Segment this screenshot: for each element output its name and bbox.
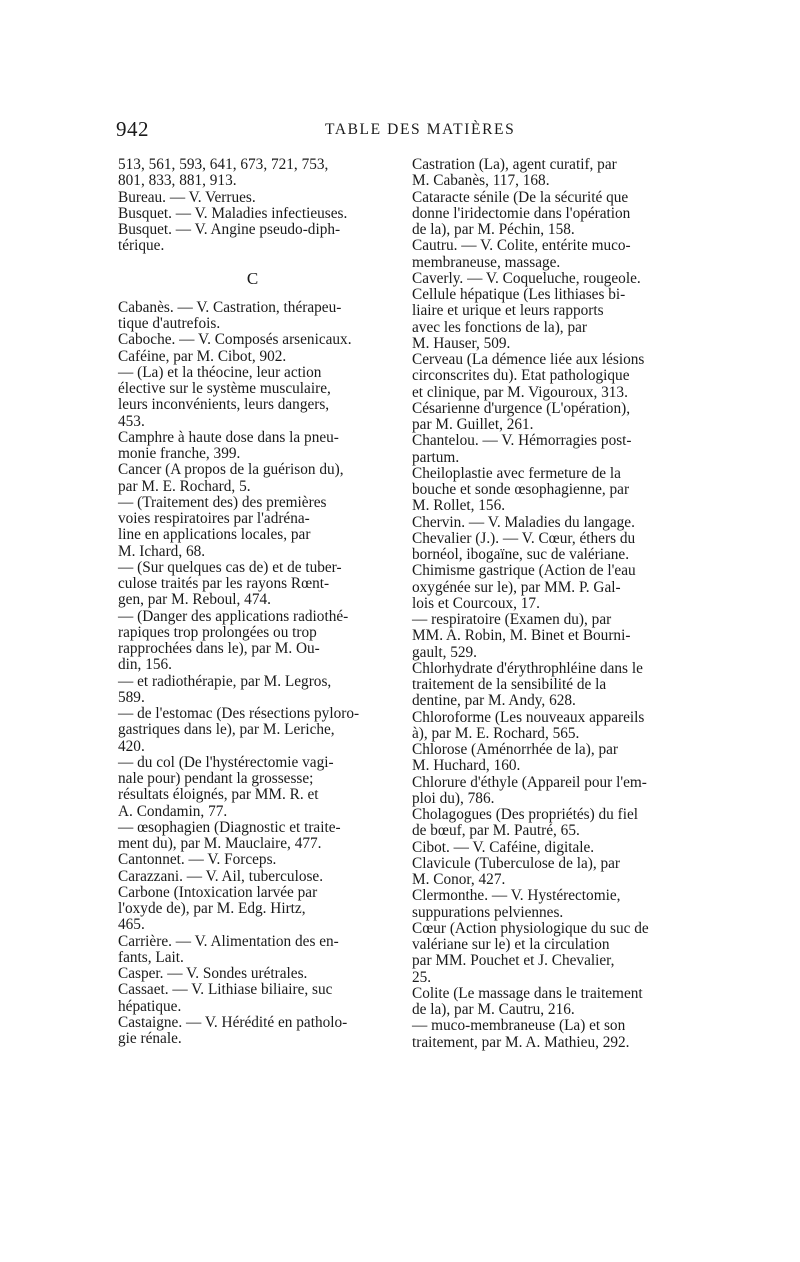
index-entry — [412, 921, 684, 986]
index-entry — [412, 1018, 684, 1051]
entry-line: Cibot. — V. Caféine, digitale. — [412, 838, 595, 856]
index-entry — [118, 157, 388, 190]
entry-line: dentine, par M. Andy, 628. — [412, 692, 576, 710]
entry-line: Caféine, par M. Cibot, 902. — [118, 347, 287, 365]
entry-line: Chlorose (Aménorrhée de la), par — [412, 741, 618, 758]
index-entry — [412, 401, 684, 434]
entry-line: traitement de la sensibilité de la — [412, 676, 607, 693]
entry-line: 589. — [118, 688, 145, 706]
entry-line: Clermonthe. — V. Hystérectomie, — [412, 887, 621, 905]
page-number: 942 — [116, 117, 149, 141]
index-entry — [118, 934, 388, 967]
entry-line: M. Rollet, 156. — [412, 497, 506, 515]
index-entry — [412, 287, 684, 352]
index-entry — [118, 820, 388, 853]
index-entry — [412, 466, 684, 515]
entry-line: élective sur le système musculaire, — [118, 380, 331, 397]
entry-line: voies respiratoires par l'adréna- — [118, 510, 310, 527]
entry-line: oxygénée sur le), par MM. P. Gal- — [412, 578, 621, 596]
entry-line: M. Hauser, 509. — [412, 334, 511, 352]
index-entry — [118, 365, 388, 430]
entry-line: ploi du), 786. — [412, 789, 495, 807]
right-column — [412, 157, 684, 1051]
index-entry — [412, 710, 684, 743]
index-entry — [118, 430, 388, 463]
entry-line: Cancer (A propos de la guérison du), — [118, 461, 344, 479]
entry-line: à), par M. E. Rochard, 565. — [412, 724, 580, 742]
index-entry — [412, 563, 684, 612]
entry-line: et clinique, par M. Vigouroux, 313. — [412, 383, 628, 401]
index-entry — [118, 982, 388, 1015]
entry-line: Chantelou. — V. Hémorragies post- — [412, 432, 632, 450]
index-entry — [412, 515, 684, 531]
entry-line: Caverly. — V. Coqueluche, rougeole. — [412, 269, 641, 287]
entry-line: ment du), par M. Mauclaire, 477. — [118, 835, 322, 852]
entry-line: — du col (De l'hystérectomie vagi- — [118, 753, 334, 771]
entry-line: Caboche. — V. Composés arsenicaux. — [118, 331, 352, 349]
entry-line: 513, 561, 593, 641, 673, 721, 753, — [118, 156, 329, 173]
entry-line: Chevalier (J.). — V. Cœur, éthers du — [412, 529, 636, 547]
entry-line: l'oxyde de), par M. Edg. Hirtz, — [118, 900, 306, 917]
entry-line: leurs inconvénients, leurs dangers, — [118, 396, 330, 414]
index-entry — [118, 349, 388, 365]
entry-line: Busquet. — V. Maladies infectieuses. — [118, 204, 348, 222]
index-entry — [118, 852, 388, 868]
running-title: TABLE DES MATIÈRES — [325, 121, 516, 138]
entry-line: Chlorhydrate d'érythrophléine dans le — [412, 659, 643, 677]
entry-line: hépatique. — [118, 997, 182, 1015]
index-entry — [412, 238, 684, 271]
entry-line: nale pour) pendant la grossesse; — [118, 770, 314, 787]
entry-line: line en applications locales, par — [118, 526, 311, 544]
entry-line: Cerveau (La démence liée aux lésions — [412, 351, 645, 368]
entry-line: — (Sur quelques cas de) et de tuber- — [118, 558, 342, 576]
entry-line: suppurations pelviennes. — [412, 903, 564, 921]
entry-line: M. Cabanès, 117, 168. — [412, 172, 550, 190]
entry-line: Cholagogues (Des propriétés) du fiel — [412, 806, 638, 823]
entry-line: Cataracte sénile (De la sécurité que — [412, 188, 629, 206]
entry-line: avec les fonctions de la), par — [412, 318, 587, 336]
entry-line: Cassaet. — V. Lithiase biliaire, suc — [118, 981, 333, 999]
entry-line: Carrière. — V. Alimentation des en- — [118, 932, 339, 950]
entry-line: de la), par M. Cautru, 216. — [412, 1001, 575, 1018]
index-entry — [412, 352, 684, 401]
entry-line: Colite (Le massage dans le traitement — [412, 984, 643, 1002]
index-block-c — [118, 300, 388, 1048]
index-entry — [412, 742, 684, 775]
entry-line: bornéol, ibogaïne, suc de valériane. — [412, 546, 630, 563]
index-entry — [412, 612, 684, 661]
entry-line: gastriques dans le), par M. Leriche, — [118, 721, 335, 739]
left-column — [118, 157, 388, 1047]
entry-line: monie franche, 399. — [118, 445, 241, 462]
entry-line: A. Condamin, 77. — [118, 802, 228, 820]
entry-line: de bœuf, par M. Pautré, 65. — [412, 822, 580, 840]
entry-line: Césarienne d'urgence (L'opération), — [412, 399, 631, 417]
entry-line: MM. A. Robin, M. Binet et Bourni- — [412, 627, 631, 645]
entry-line: — de l'estomac (Des résections pyloro- — [118, 705, 360, 722]
index-entry — [412, 433, 684, 466]
entry-line: Clavicule (Tuberculose de la), par — [412, 854, 621, 872]
entry-line: Cautru. — V. Colite, entérite muco- — [412, 237, 631, 255]
entry-line: M. Conor, 427. — [412, 871, 506, 888]
index-entry — [118, 190, 388, 206]
entry-line: M. Ichard, 68. — [118, 542, 206, 560]
entry-line: M. Huchard, 160. — [412, 757, 521, 775]
entry-line: donne l'iridectomie dans l'opération — [412, 204, 631, 222]
entry-line: culose traités par les rayons Rœnt- — [118, 575, 330, 592]
index-entry — [412, 157, 684, 190]
entry-line: par MM. Pouchet et J. Chevalier, — [412, 952, 615, 970]
entry-line: valériane sur le) et la circulation — [412, 936, 610, 953]
index-entry — [412, 775, 684, 808]
entry-line: Castration (La), agent curatif, par — [412, 156, 617, 173]
section-letter-heading: C — [246, 268, 260, 288]
entry-line: rapiques trop prolongées ou trop — [118, 623, 317, 641]
entry-line: par M. Guillet, 261. — [412, 416, 534, 433]
entry-line: gault, 529. — [412, 643, 478, 661]
entry-line: de la), par M. Péchin, 158. — [412, 221, 575, 238]
entry-line: térique. — [118, 237, 165, 255]
entry-line: fants, Lait. — [118, 948, 184, 966]
index-entry — [118, 222, 388, 255]
index-entry — [118, 495, 388, 560]
index-entry — [118, 885, 388, 934]
entry-line: Chervin. — V. Maladies du langage. — [412, 513, 635, 531]
entry-line: Cellule hépatique (Les lithiases bi- — [412, 286, 626, 303]
entry-line: — et radiothérapie, par M. Legros, — [118, 672, 332, 690]
index-entry — [412, 856, 684, 889]
entry-line: Bureau. — V. Verrues. — [118, 188, 256, 206]
entry-line: tique d'autrefois. — [118, 315, 221, 332]
index-entry — [118, 1015, 388, 1048]
entry-line: — (La) et la théocine, leur action — [118, 363, 322, 381]
entry-line: Casper. — V. Sondes urétrales. — [118, 965, 308, 982]
index-entry — [412, 807, 684, 840]
entry-line: Castaigne. — V. Hérédité en patholo- — [118, 1013, 348, 1031]
entry-line: liaire et urique et leurs rapports — [412, 302, 604, 320]
entry-line: Cabanès. — V. Castration, thérapeu- — [118, 298, 342, 316]
index-entry — [118, 206, 388, 222]
entry-line: 465. — [118, 916, 145, 934]
entry-line: — respiratoire (Examen du), par — [412, 611, 612, 628]
entry-line: — (Traitement des) des premières — [118, 493, 327, 511]
index-entry — [118, 755, 388, 820]
entry-line: 801, 833, 881, 913. — [118, 172, 237, 190]
entry-line: Camphre à haute dose dans la pneu- — [118, 428, 339, 446]
entry-line: Busquet. — V. Angine pseudo-diph- — [118, 221, 341, 238]
index-entry — [118, 560, 388, 609]
index-entry — [118, 706, 388, 755]
entry-line: Chimisme gastrique (Action de l'eau — [412, 562, 636, 580]
entry-line: résultats éloignés, par MM. R. et — [118, 786, 319, 804]
index-block-b — [118, 157, 388, 255]
entry-line: 25. — [412, 968, 432, 986]
index-entry — [118, 300, 388, 333]
index-entry — [118, 869, 388, 885]
entry-line: Chloroforme (Les nouveaux appareils — [412, 708, 645, 726]
index-entry — [118, 966, 388, 982]
entry-line: Cheiloplastie avec fermeture de la — [412, 464, 621, 482]
entry-line: rapprochées dans le), par M. Ou- — [118, 640, 320, 657]
entry-line: par M. E. Rochard, 5. — [118, 477, 251, 495]
entry-line: — muco-membraneuse (La) et son — [412, 1017, 626, 1035]
entry-line: Cantonnet. — V. Forceps. — [118, 851, 277, 869]
entry-line: gen, par M. Reboul, 474. — [118, 591, 271, 609]
entry-line: 420. — [118, 737, 145, 755]
index-entry — [412, 271, 684, 287]
entry-line: Carazzani. — V. Ail, tuberculose. — [118, 867, 324, 885]
index-entry — [412, 661, 684, 710]
entry-line: gie rénale. — [118, 1030, 182, 1047]
entry-line: Carbone (Intoxication larvée par — [118, 883, 318, 901]
index-entry — [118, 332, 388, 348]
entry-line: partum. — [412, 448, 460, 466]
index-entry — [412, 531, 684, 564]
entry-line: — (Danger des applications radiothé- — [118, 607, 349, 625]
entry-line: din, 156. — [118, 656, 172, 674]
entry-line: lois et Courcoux, 17. — [412, 594, 540, 612]
index-entry — [118, 674, 388, 707]
index-entry — [412, 840, 684, 856]
entry-line: 453. — [118, 412, 145, 430]
index-entry — [412, 888, 684, 921]
entry-line: bouche et sonde œsophagienne, par — [412, 481, 630, 498]
entry-line: circonscrites du). Etat pathologique — [412, 367, 630, 385]
entry-line: — œsophagien (Diagnostic et traite- — [118, 818, 341, 836]
entry-line: traitement, par M. A. Mathieu, 292. — [412, 1033, 630, 1051]
index-entry — [412, 190, 684, 239]
entry-line: Cœur (Action physiologique du suc de — [412, 919, 649, 937]
index-entry — [412, 986, 684, 1019]
entry-line: membraneuse, massage. — [412, 253, 561, 271]
entry-line: Chlorure d'éthyle (Appareil pour l'em- — [412, 773, 647, 791]
index-entry — [118, 462, 388, 495]
index-entry — [118, 609, 388, 674]
